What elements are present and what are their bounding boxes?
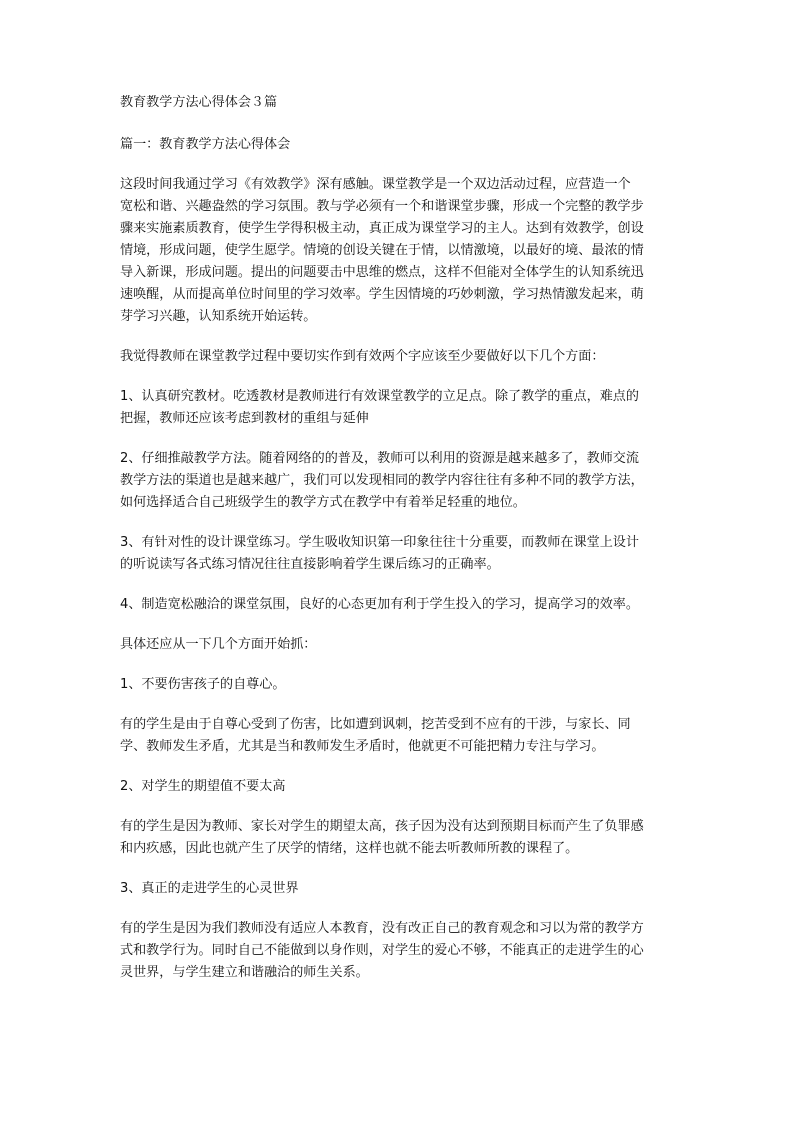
paragraph-expectations: 有的学生是因为教师、家长对学生的期望太高，孩子因为没有达到预期目标而产生了负罪感 和内疚感，因此也就产生了厌学的情绪，这样也就不能去听教师所教的课程了。 [120, 819, 644, 856]
subheading-expectations: 2、对学生的期望值不要太高 [120, 779, 286, 794]
section-title: 篇一：教育教学方法心得体会 [120, 137, 291, 152]
paragraph-point-1: 1、认真研究教材。吃透教材是教师进行有效课堂教学的立足点。除了教学的重点，难点的 把握，教师还应该考虑到教材的重组与延伸 [120, 389, 639, 426]
subheading-student-world: 3、真正的走进学生的心灵世界 [120, 881, 299, 896]
paragraph-point-4: 4、制造宽松融洽的课堂氛围，良好的心态更加有利于学生投入的学习，提高学习的效率。 [120, 597, 639, 612]
paragraph-self-esteem: 有的学生是由于自尊心受到了伤害，比如遭到讽刺，挖苦受到不应有的干涉，与家长、同 学、教师发生矛盾，尤其是当和教师发生矛盾时，他就更不可能把精力专注与学习。 [120, 717, 631, 754]
paragraph-point-2: 2、仔细推敲教学方法。随着网络的的普及，教师可以利用的资源是越来越多了，教师交流 教学方法的渠道也是越来越广，我们可以发现相同的教学内容往往有多种不同的教学方法， 如何选择适合自己班级学生的教学方式在教学中有着举足轻重的地位。 [120, 451, 644, 510]
subheading-self-esteem: 1、不要伤害孩子的自尊心。 [120, 677, 286, 692]
document-content [120, 92, 676, 1002]
paragraph-student-world: 有的学生是因为我们教师没有适应人本教育，没有改正自己的教育观念和习以为常的教学方 式和教学行为。同时自己不能做到以身作则，对学生的爱心不够，不能真正的走进学生的心 灵世界，与学生建立和谐融洽的师生关系。 [120, 921, 644, 980]
paragraph-specific-intro: 具体还应从一下几个方面开始抓： [120, 637, 317, 652]
document-title: 教育教学方法心得体会３篇 [120, 95, 278, 110]
paragraph-point-3: 3、有针对性的设计课堂练习。学生吸收知识第一印象往往十分重要，而教师在课堂上设计 的听说读写各式练习情况往往直接影响着学生课后练习的正确率。 [120, 535, 639, 572]
paragraph-summary: 我觉得教师在课堂教学过程中要切实作到有效两个字应该至少要做好以下几个方面： [120, 349, 605, 364]
paragraph-intro: 这段时间我通过学习《有效教学》深有感触。课堂教学是一个双边活动过程，应营造一个 宽松和谐、兴趣盎然的学习氛围。教与学必须有一个和谐课堂步骤，形成一个完整的教学步 骤来实施素质教育，使学生学得积极主动，真正成为课堂学习的主人。达到有效教学，创设 情境，形成问题，使学生愿学。情境的创设关键在于情，以情激境，以最好的境、最浓的情 导入新课，形成问题。提出的问题要击中思维的燃点，这样不但能对全体学生的认知系统迅 速唤醒，从而提高单位时间里的学习效率。学生因情境的巧妙刺激，学习热情激发起来，萌 芽学习兴趣，认知系统开始运转。 [120, 177, 644, 324]
